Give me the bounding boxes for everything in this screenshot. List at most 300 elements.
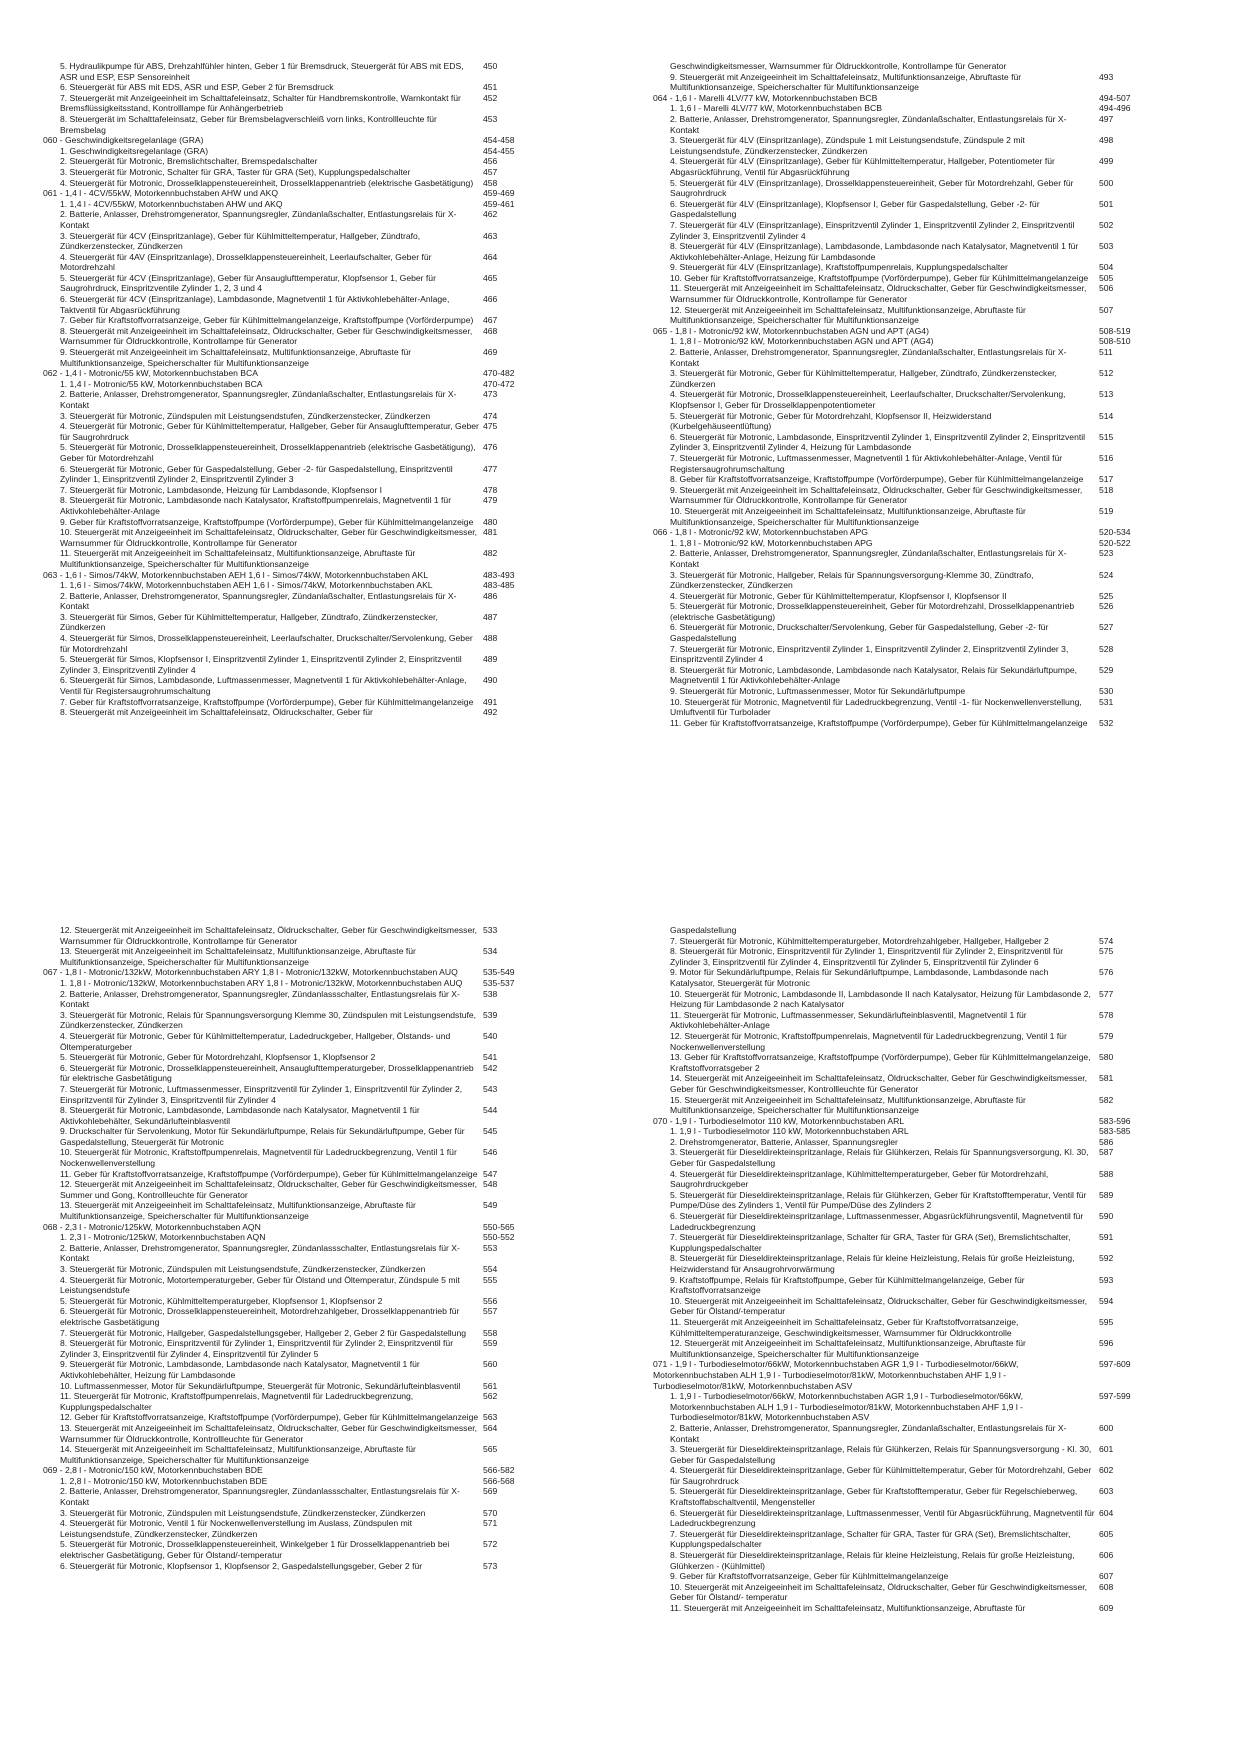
toc-entry bbox=[43, 379, 603, 390]
toc-entry-page: 605 bbox=[1099, 1528, 1114, 1539]
toc-entry-page: 558 bbox=[483, 1327, 498, 1338]
toc-entry bbox=[653, 570, 1213, 591]
toc-entry-title: 12. Steuergerät mit Anzeigeeinheit im Schalttafeleinsatz, Multifunktionsanzeige, Abruftaste für Multifunktionsanzeige, Speicherschalter für Multifunktionsanzeige bbox=[670, 304, 1026, 326]
toc-entry bbox=[653, 538, 1213, 549]
toc-entry-title: 8. Steuergerät für Motronic, Lambdasonde, Lambdasonde nach Katalysator, Magnetventil 1 für Aktivkohlebehälter, Sekundärlufteinblasventil bbox=[60, 1105, 420, 1126]
toc-entry bbox=[653, 697, 1213, 718]
toc-entry-title: 8. Steuergerät für Dieseldirekteinspritzanlage, Relais für kleine Heizleistung, Relais für große Heizleistung, Glühkerzen - (Kühlmittel) bbox=[670, 1550, 1075, 1571]
toc-entry-page: 515 bbox=[1099, 431, 1114, 442]
toc-entry-page: 577 bbox=[1099, 988, 1114, 999]
toc-entry-title: 5. Steuergerät für Motronic, Kühlmitteltemperaturgeber, Klopfsensor 1, Klopfsensor 2 bbox=[60, 1295, 383, 1306]
toc-entry bbox=[43, 93, 603, 114]
toc-entry-title: 12. Steuergerät mit Anzeigeeinheit im Schalttafeleinsatz, Multifunktionsanzeige, Abruftaste für Multifunktionsanzeige, Speicherschalter für Multifunktionsanzeige bbox=[670, 1338, 1026, 1359]
toc-entry-page: 550-552 bbox=[483, 1232, 515, 1243]
toc-entry-page: 572 bbox=[483, 1539, 498, 1550]
toc-section-entry bbox=[653, 1116, 1213, 1127]
toc-entry-page: 454-455 bbox=[483, 145, 515, 156]
toc-entry bbox=[43, 1444, 603, 1465]
toc-entry bbox=[653, 1391, 1213, 1423]
toc-entry bbox=[653, 1550, 1213, 1571]
toc-entry-title: 4. Steuergerät für Motronic, Geber für Kühlmitteltemperatur, Hallgeber, Geber für Ansauglufttemperatur, Geber für Saugrohrdruck bbox=[60, 421, 479, 442]
toc-entry-title: 12. Geber für Kraftstoffvorratsanzeige, Kraftstoffpumpe (Vorförderpumpe), Geber für Kühlmittelmangelanzeige bbox=[60, 1412, 479, 1423]
toc-entry-page: 545 bbox=[483, 1126, 498, 1137]
toc-section-entry bbox=[43, 188, 603, 199]
toc-entry bbox=[43, 1010, 603, 1031]
toc-entry bbox=[653, 305, 1213, 326]
toc-entry-title: 5. Steuergerät für Motronic, Geber für Motordrehzahl, Klopfsensor II, Heizwiderstand (Kurbelgehäuseentlüftung) bbox=[670, 410, 992, 432]
toc-entry-page: 573 bbox=[483, 1560, 498, 1571]
toc-section-entry bbox=[43, 570, 603, 581]
toc-entry bbox=[43, 1486, 603, 1507]
toc-entry bbox=[43, 697, 603, 708]
toc-entry-page: 504 bbox=[1099, 262, 1114, 273]
toc-entry bbox=[43, 1328, 603, 1339]
toc-entry-page: 562 bbox=[483, 1391, 498, 1402]
toc-entry bbox=[43, 1126, 603, 1147]
toc-entry-title: 1. 1,9 l - Turbodieselmotor/66kW, Motorkennbuchstaben AGR 1,9 l - Turbodieselmotor/66kW, Motorkennbuchstaben ALH 1,9 l - Turbodieselmotor/81kW, Motorkennbuchstaben AHF 1,9 l - Turbodieselmotor/81kW, Motorkennbuchstaben ASV bbox=[670, 1391, 1024, 1423]
toc-entry-title: 1. 2,3 l - Motronic/125kW, Motorkennbuchstaben AQN bbox=[60, 1232, 266, 1243]
toc-entry-page: 581 bbox=[1099, 1073, 1114, 1084]
toc-entry-title: 9. Steuergerät für Motronic, Luftmassenmesser, Motor für Sekundärluftpumpe bbox=[670, 686, 966, 697]
toc-entry-title: 12. Steuergerät mit Anzeigeeinheit im Schalttafeleinsatz, Öldruckschalter, Geber für Geschwindigkeitsmesser, Summer und Gong, Kontrollleuchte für Generator bbox=[60, 1179, 477, 1200]
toc-entry-page: 550-565 bbox=[483, 1221, 515, 1232]
toc-entry-title: 7. Steuergerät für Dieseldirekteinspritzanlage, Schalter für GRA, Taster für GRA (Set), Bremslichtschalter, Kupplungspedalschalter bbox=[670, 1528, 1071, 1550]
toc-entry bbox=[43, 252, 603, 273]
toc-entry-page: 542 bbox=[483, 1062, 498, 1073]
toc-entry-page: 514 bbox=[1099, 410, 1114, 421]
toc-entry bbox=[653, 1211, 1213, 1232]
toc-entry bbox=[653, 1317, 1213, 1338]
toc-entry-page: 590 bbox=[1099, 1211, 1114, 1222]
toc-entry bbox=[653, 936, 1213, 947]
toc-entry bbox=[653, 1465, 1213, 1486]
toc-entry-title: 5. Steuergerät für 4LV (Einspritzanlage), Drosselklappensteuereinheit, Geber für Motordrehzahl, Geber für Saugrohrdruck bbox=[670, 177, 1074, 199]
toc-entry bbox=[653, 1126, 1213, 1137]
toc-entry-page: 468 bbox=[483, 325, 498, 336]
toc-entry bbox=[43, 1232, 603, 1243]
toc-entry-title: 3. Steuergerät für Motronic, Zündspulen mit Leistungsendstufen, Zündkerzenstecker, Zündkerzen bbox=[60, 410, 431, 421]
toc-entry-title: 8. Steuergerät für Motronic, Lambdasonde nach Katalysator, Kraftstoffpumpenrelais, Magnetventil 1 für Aktivkohlebehälter-Anlage bbox=[60, 495, 452, 516]
toc-entry bbox=[653, 1095, 1213, 1116]
toc-entry-title: 1. 1,9 l - Turbodieselmotor 110 kW, Motorkennbuchstaben ARL bbox=[670, 1126, 909, 1137]
toc-entry bbox=[653, 1169, 1213, 1190]
toc-entry bbox=[653, 1603, 1213, 1614]
toc-entry-page: 500 bbox=[1099, 177, 1114, 188]
toc-entry-page: 483-485 bbox=[483, 580, 515, 591]
toc-entry-title: 4. Steuergerät für Simos, Drosselklappensteuereinheit, Leerlaufschalter, Druckschalter/Servolenkung, Geber für Motordrehzahl bbox=[60, 633, 473, 654]
toc-entry-title: Gaspedalstellung bbox=[670, 925, 737, 935]
toc-entry bbox=[43, 156, 603, 167]
toc-entry-title: 4. Steuergerät für Motronic, Ventil 1 für Nockenwellenverstellung im Auslass, Zündspulen mit Leistungsendstufe, Zündkerzenstecker, Zündkerzen bbox=[60, 1518, 413, 1539]
toc-entry-page: 493 bbox=[1099, 71, 1114, 82]
toc-entry-page: 505 bbox=[1099, 272, 1114, 283]
toc-entry bbox=[43, 1243, 603, 1264]
toc-entry-title: 2. Batterie, Anlasser, Drehstromgenerator, Spannungsregler, Zündanlaßschalter, Entlastungsrelais für X-Kontakt bbox=[670, 1422, 1067, 1444]
toc-entry-title: 5. Hydraulikpumpe für ABS, Drehzahlfühler hinten, Geber 1 für Bremsdruck, Steuergerät für ABS mit EDS, ASR und ESP, ESP Sensoreinheit bbox=[60, 61, 464, 82]
toc-entry-title: 7. Steuergerät für Motronic, Luftmassenmesser, Magnetventil 1 für Aktivkohlebehälter-Anlage, Ventil für Registersaugrohrumschaltung bbox=[670, 452, 1063, 474]
toc-entry bbox=[43, 675, 603, 696]
toc-entry-title: 070 - 1,9 l - Turbodieselmotor 110 kW, Motorkennbuchstaben ARL bbox=[653, 1115, 905, 1126]
toc-entry-title: 3. Steuergerät für Motronic, Schalter für GRA, Taster für GRA (Set), Kupplungspedalschalter bbox=[60, 166, 411, 177]
toc-entry-title: 6. Steuergerät für Motronic, Geber für Gaspedalstellung, Geber -2- für Gaspedalstellung, Einspritzventil Zylinder 1, Einspritzventil Zylinder 2, Einspritzventil Zylinder 3 bbox=[60, 463, 453, 485]
toc-entry bbox=[653, 644, 1213, 665]
toc-entry-title: 11. Geber für Kraftstoffvorratsanzeige, Kraftstoffpumpe (Vorförderpumpe), Geber für Kühlmittelmangelanzeige bbox=[670, 717, 1088, 728]
toc-entry bbox=[653, 946, 1213, 967]
toc-entry bbox=[43, 1105, 603, 1126]
toc-entry-title: 10. Geber für Kraftstoffvorratsanzeige, Kraftstoffpumpe (Vorförderpumpe), Geber für Kühlmittelmangelanzeige bbox=[670, 272, 1089, 283]
toc-entry-page: 557 bbox=[483, 1306, 498, 1317]
toc-entry-page: 564 bbox=[483, 1422, 498, 1433]
toc-entry-title: 7. Steuergerät für Motronic, Luftmassenmesser, Einspritzventil für Zylinder 1, Einspritzventil für Zylinder 2, Einspritzventil für Zylinder 3, Einspritzventil für Zylinder 4 bbox=[60, 1083, 463, 1105]
toc-entry bbox=[43, 707, 603, 718]
toc-entry-page: 532 bbox=[1099, 717, 1114, 728]
toc-entry bbox=[653, 72, 1213, 93]
toc-entry-page: 516 bbox=[1099, 452, 1114, 463]
toc-entry-title: 7. Steuergerät für 4LV (Einspritzanlage), Einspritzventil Zylinder 1, Einspritzventil Zylinder 2, Einspritzventil Zylinder 3, Einspritzventil Zylinder 4 bbox=[670, 219, 1075, 241]
toc-entry-title: 8. Steuergerät für 4LV (Einspritzanlage), Lambdasonde, Lambdasonde nach Katalysator, Magnetventil 1 für Aktivkohlebehälter-Anlage, Heizung für Lambdasonde bbox=[670, 241, 1079, 262]
toc-entry bbox=[653, 1232, 1213, 1253]
toc-entry-page: 503 bbox=[1099, 241, 1114, 252]
toc-entry bbox=[43, 231, 603, 252]
toc-entry bbox=[653, 1147, 1213, 1168]
toc-entry-page: 566-568 bbox=[483, 1475, 515, 1486]
toc-entry-page: 588 bbox=[1099, 1168, 1114, 1179]
toc-entry-page: 548 bbox=[483, 1179, 498, 1190]
toc-entry-title: 10. Steuergerät für Motronic, Magnetventil für Ladedruckbegrenzung, Ventil -1- für Nockenwellenverstellung, Umluftventil für Turbolader bbox=[670, 696, 1082, 718]
toc-entry-page: 519 bbox=[1099, 505, 1114, 516]
toc-entry bbox=[653, 1031, 1213, 1052]
toc-entry-page: 526 bbox=[1099, 601, 1114, 612]
toc-entry-page: 602 bbox=[1099, 1465, 1114, 1476]
toc-entry bbox=[43, 1423, 603, 1444]
toc-entry bbox=[653, 220, 1213, 241]
toc-entry bbox=[653, 336, 1213, 347]
toc-entry-title: 4. Steuergerät für Dieseldirekteinspritzanlage, Geber für Kühlmitteltemperatur, Geber für Motordrehzahl, Geber für Saugrohrdruck bbox=[670, 1465, 1092, 1486]
toc-entry-page: 474 bbox=[483, 410, 498, 421]
toc-entry bbox=[43, 273, 603, 294]
toc-entry-page: 593 bbox=[1099, 1274, 1114, 1285]
toc-entry-page: 470-482 bbox=[483, 368, 515, 379]
toc-entry-title: 3. Steuergerät für Dieseldirekteinspritzanlage, Relais für Glühkerzen, Relais für Spannungsversorgung - Kl. 30, Geber für Gaspedalstellung bbox=[670, 1444, 1092, 1465]
toc-entry-page: 458 bbox=[483, 177, 498, 188]
toc-entry bbox=[43, 654, 603, 675]
toc-entry-page: 546 bbox=[483, 1147, 498, 1158]
toc-entry-title: 10. Steuergerät für Motronic, Lambdasonde II, Lambdasonde II nach Katalysator, Heizung für Lambdasonde 2, Heizung für Lambdasonde 2 nach Katalysator bbox=[670, 988, 1091, 1010]
toc-entry-title: 071 - 1,9 l - Turbodieselmotor/66kW, Motorkennbuchstaben AGR 1,9 l - Turbodieselmotor/66kW, Motorkennbuchstaben ALH 1,9 l - Turbodieselmotor/81kW, Motorkennbuchstaben AHF 1,9 l - Turbodieselmotor/81kW, Motorkennbuchstaben ASV bbox=[653, 1359, 1019, 1391]
toc-entry-title: 1. 1,8 l - Motronic/92 kW, Motorkennbuchstaben APG bbox=[670, 537, 873, 548]
toc-entry-page: 456 bbox=[483, 156, 498, 167]
toc-entry-title: 1. Geschwindigkeitsregelanlage (GRA) bbox=[60, 145, 209, 156]
toc-entry-page: 549 bbox=[483, 1200, 498, 1211]
toc-entry-page: 603 bbox=[1099, 1486, 1114, 1497]
toc-entry-page: 544 bbox=[483, 1105, 498, 1116]
toc-entry-title: 10. Steuergerät mit Anzeigeeinheit im Schalttafeleinsatz, Öldruckschalter, Geber für Geschwindigkeitsmesser, Geber für Ölstand/- temperatur bbox=[670, 1581, 1087, 1603]
toc-entry-page: 589 bbox=[1099, 1189, 1114, 1200]
toc-entry-page: 476 bbox=[483, 442, 498, 453]
toc-entry-title: 8. Steuergerät für Motronic, Lambdasonde, Lambdasonde nach Katalysator, Relais für Sekundärluftpumpe, Magnetventil 1 für Aktivkohlebehälter-Anlage bbox=[670, 664, 1078, 686]
toc-entry-page: 512 bbox=[1099, 368, 1114, 379]
toc-entry bbox=[43, 347, 603, 368]
toc-entry-title: 068 - 2,3 l - Motronic/125kW, Motorkennbuchstaben AQN bbox=[43, 1221, 261, 1232]
toc-entry-title: 8. Geber für Kraftstoffvorratsanzeige, Kraftstoffpumpe (Vorförderpumpe), Geber für Kühlmittelmangelanzeige bbox=[670, 474, 1084, 485]
toc-entry bbox=[653, 368, 1213, 389]
toc-entry-title: 1. 2,8 l - Motronic/150 kW, Motorkennbuchstaben BDE bbox=[60, 1475, 268, 1486]
toc-entry-title: 7. Geber für Kraftstoffvorratsanzeige, Kraftstoffpumpe (Vorförderpumpe), Geber für Kühlmittelmangelanzeige bbox=[60, 696, 474, 707]
toc-entry-title: 12. Steuergerät für Motronic, Kraftstoffpumpenrelais, Magnetventil für Ladedruckbegrenzung, Ventil 1 für Nockenwellenverstellung bbox=[670, 1030, 1067, 1052]
toc-entry-page: 538 bbox=[483, 988, 498, 999]
toc-entry bbox=[43, 1179, 603, 1200]
toc-entry bbox=[43, 1381, 603, 1392]
toc-entry-title: 2. Batterie, Anlasser, Drehstromgenerator, Spannungsregler, Zündanlassschalter, Entlastungsrelais für X-Kontakt bbox=[60, 1242, 460, 1264]
toc-entry bbox=[43, 633, 603, 654]
toc-entry-page: 555 bbox=[483, 1274, 498, 1285]
toc-entry-page: 470-472 bbox=[483, 378, 515, 389]
toc-section-entry bbox=[653, 1359, 1213, 1391]
toc-entry-title: 064 - 1,6 l - Marelli 4LV/77 kW, Motorkennbuchstaben BCB bbox=[653, 92, 878, 103]
toc-entry-page: 466 bbox=[483, 294, 498, 305]
toc-entry-title: 13. Steuergerät mit Anzeigeeinheit im Schalttafeleinsatz, Multifunktionsanzeige, Abruftaste für Multifunktionsanzeige, Speicherschalter für Multifunktionsanzeige bbox=[60, 946, 416, 967]
toc-entry-page: 518 bbox=[1099, 484, 1114, 495]
toc-entry bbox=[653, 156, 1213, 177]
toc-entry-title: 5. Steuergerät für Simos, Klopfsensor I, Einspritzventil Zylinder 1, Einspritzventil Zylinder 2, Einspritzventil Zylinder 3, Einspritzventil Zylinder 4 bbox=[60, 654, 462, 675]
toc-entry bbox=[653, 1338, 1213, 1359]
toc-entry-page: 490 bbox=[483, 675, 498, 686]
toc-entry-page: 583-585 bbox=[1099, 1126, 1131, 1137]
toc-entry-title: 7. Steuergerät für Dieseldirekteinspritzanlage, Schalter für GRA, Taster für GRA (Set), Bremslichtschalter, Kupplungspedalschalter bbox=[670, 1232, 1071, 1253]
toc-entry-title: 069 - 2,8 l - Motronic/150 kW, Motorkennbuchstaben BDE bbox=[43, 1465, 263, 1476]
toc-entry-title: 6. Steuergerät für 4LV (Einspritzanlage), Klopfsensor I, Geber für Gaspedalstellung, Geber -2- für Gaspedalstellung bbox=[670, 198, 1040, 220]
toc-entry-page: 539 bbox=[483, 1009, 498, 1020]
toc-entry-title: 6. Steuergerät für Dieseldirekteinspritzanlage, Luftmassenmesser, Abgasrückführungsventil, Magnetventil für Ladedruckbegrenzung bbox=[670, 1211, 1084, 1232]
toc-entry bbox=[43, 178, 603, 189]
toc-entry-page: 508-510 bbox=[1099, 336, 1131, 347]
toc-entry-page: 499 bbox=[1099, 156, 1114, 167]
toc-entry-title: 1. 1,6 l - Simos/74kW, Motorkennbuchstaben AEH 1,6 l - Simos/74kW, Motorkennbuchstaben AKL bbox=[60, 580, 433, 591]
toc-entry bbox=[43, 591, 603, 612]
toc-entry-title: 4. Steuergerät für 4LV (Einspritzanlage), Geber für Kühlmitteltemperatur, Hallgeber, Potentiometer für Abgasrückführung, Ventil für Abgasrückführung bbox=[670, 156, 1055, 177]
toc-entry bbox=[43, 1296, 603, 1307]
toc-entry-title: 14. Steuergerät mit Anzeigeeinheit im Schalttafeleinsatz, Öldruckschalter, Geber für Geschwindigkeitsmesser, Geber für Geschwindigkeitsmesser, Kontrollleuchte für Generator bbox=[670, 1073, 1087, 1094]
toc-entry-title: 10. Luftmassenmesser, Motor für Sekundärluftpumpe, Steuergerät für Motronic, Sekundärlufteinblasventil bbox=[60, 1380, 461, 1391]
toc-entry-page: 580 bbox=[1099, 1052, 1114, 1063]
toc-entry-page: 563 bbox=[483, 1412, 498, 1423]
toc-entry bbox=[653, 114, 1213, 135]
toc-entry-title: 9. Kraftstoffpumpe, Relais für Kraftstoffpumpe, Geber für Kühlmittelmangelanzeige, Geber für Kraftstoffvorratsanzeige bbox=[670, 1274, 1025, 1296]
toc-entry-page: 576 bbox=[1099, 967, 1114, 978]
toc-column-bottom-left bbox=[43, 925, 603, 1715]
toc-entry-title: 6. Steuergerät für ABS mit EDS, ASR und ESP, Geber 2 für Bremsdruck bbox=[60, 82, 334, 93]
toc-entry-title: 5. Steuergerät für 4CV (Einspritzanlage), Geber für Ansauglufttemperatur, Klopfsensor 1, Geber für Saugrohrdruck, Einspritzventile Zylinder 1, 2, 3 und 4 bbox=[60, 272, 436, 294]
toc-entry-title: 6. Steuergerät für Dieseldirekteinspritzanlage, Luftmassenmesser, Ventil für Abgasrückführung, Magnetventil für Ladedruckbegrenzung bbox=[670, 1507, 1095, 1529]
toc-entry-page: 494-507 bbox=[1099, 92, 1131, 103]
toc-entry-page: 571 bbox=[483, 1518, 498, 1529]
toc-entry-title: 7. Steuergerät für Motronic, Einspritzventil Zylinder 1, Einspritzventil Zylinder 2, Einspritzventil Zylinder 3, Einspritzventil Zylinder 4 bbox=[670, 643, 1069, 665]
toc-entry bbox=[653, 135, 1213, 156]
toc-section-entry bbox=[43, 135, 603, 146]
toc-entry bbox=[653, 432, 1213, 453]
toc-entry-page: 479 bbox=[483, 495, 498, 506]
toc-entry bbox=[653, 485, 1213, 506]
toc-entry-title: 2. Batterie, Anlasser, Drehstromgenerator, Spannungsregler, Zündanlaßschalter, Entlastungsrelais für X-Kontakt bbox=[60, 389, 457, 410]
toc-entry bbox=[43, 1338, 603, 1359]
toc-entry-title: 11. Steuergerät für Motronic, Luftmassenmesser, Sekundärlufteinblasventil, Magnetventil 1 für Aktivkohlebehälter-Anlage bbox=[670, 1009, 1027, 1031]
toc-entry-page: 520-522 bbox=[1099, 537, 1131, 548]
toc-entry-page: 560 bbox=[483, 1359, 498, 1370]
toc-entry-title: 9. Motor für Sekundärluftpumpe, Relais für Sekundärluftpumpe, Lambdasonde, Lambdasonde nach Katalysator, Steuergerät für Motronic bbox=[670, 967, 1049, 988]
toc-entry-page: 554 bbox=[483, 1264, 498, 1274]
toc-entry-title: 11. Steuergerät mit Anzeigeeinheit im Schalttafeleinsatz, Geber für Kraftstoffvorratsanzeige, Kühlmitteltemperaturanzeige, Geschwindigkeitsmesser, Warnsummer für Öldruckkontrolle bbox=[670, 1316, 1019, 1338]
toc-entry-page: 608 bbox=[1099, 1581, 1114, 1592]
toc-entry-page: 535-549 bbox=[483, 967, 515, 978]
toc-entry-title: 3. Steuergerät für 4CV (Einspritzanlage), Geber für Kühlmitteltemperatur, Hallgeber, Zündtrafo, Zündkerzenstecker, Zündkerzen bbox=[60, 230, 421, 252]
toc-entry-title: 10. Steuergerät mit Anzeigeeinheit im Schalttafeleinsatz, Öldruckschalter, Geber für Geschwindigkeitsmesser, Geber für Ölstand/-temperatur bbox=[670, 1295, 1087, 1317]
toc-entry-page: 601 bbox=[1099, 1444, 1114, 1455]
toc-entry-page: 459-461 bbox=[483, 198, 515, 209]
toc-entry-page: 595 bbox=[1099, 1316, 1114, 1327]
toc-entry bbox=[43, 1518, 603, 1539]
toc-entry-page: 594 bbox=[1099, 1295, 1114, 1306]
toc-entry-page: 574 bbox=[1099, 935, 1114, 946]
toc-entry-page: 450 bbox=[483, 61, 498, 71]
toc-entry bbox=[653, 453, 1213, 474]
toc-entry bbox=[43, 485, 603, 496]
toc-entry-page: 491 bbox=[483, 696, 498, 707]
toc-entry-page: 587 bbox=[1099, 1147, 1114, 1158]
toc-entry-page: 586 bbox=[1099, 1136, 1114, 1147]
toc-entry-page: 524 bbox=[1099, 569, 1114, 580]
toc-entry-title: 10. Steuergerät mit Anzeigeeinheit im Schalttafeleinsatz, Öldruckschalter, Geber für Geschwindigkeitsmesser, Warnsummer für Öldruckkontrolle, Kontrollampe für Generator bbox=[60, 527, 477, 548]
toc-column-top-right bbox=[653, 61, 1213, 829]
toc-entry-title: 4. Steuergerät für Motronic, Drosselklappensteuereinheit, Drosselklappenantrieb (elektrische Gasbetätigung) bbox=[60, 177, 474, 188]
toc-entry bbox=[43, 167, 603, 178]
toc-entry bbox=[653, 591, 1213, 602]
toc-entry-page: 553 bbox=[483, 1242, 498, 1253]
toc-entry bbox=[653, 1444, 1213, 1465]
toc-section-entry bbox=[43, 1222, 603, 1233]
toc-entry bbox=[653, 686, 1213, 697]
toc-entry-title: 1. 1,4 l - 4CV/55kW, Motorkennbuchstaben AHW und AKQ bbox=[60, 198, 283, 209]
toc-entry bbox=[653, 1423, 1213, 1444]
toc-entry-page: 517 bbox=[1099, 474, 1114, 485]
toc-entry-page: 561 bbox=[483, 1380, 498, 1391]
toc-entry-page: 569 bbox=[483, 1486, 498, 1497]
toc-entry-title: 5. Steuergerät für Motronic, Drosselklappensteuereinheit, Drosselklappenantrieb (elektrische Gasbetätigung), Geber für Motordrehzahl bbox=[60, 442, 476, 463]
toc-entry-page: 559 bbox=[483, 1338, 498, 1349]
toc-entry-page: 592 bbox=[1099, 1253, 1114, 1264]
toc-entry-page: 606 bbox=[1099, 1550, 1114, 1561]
toc-entry-title: 7. Steuergerät mit Anzeigeeinheit im Schalttafeleinsatz, Schalter für Handbremskontrolle, Warnkontakt für Bremsflüssigkeitsstand, Kontrolllampe für Anhängerbetrieb bbox=[60, 92, 461, 114]
toc-column-top-left bbox=[43, 61, 603, 829]
toc-entry-title: 067 - 1,8 l - Motronic/132kW, Motorkennbuchstaben ARY 1,8 l - Motronic/132kW, Motorkennbuchstaben AUQ bbox=[43, 967, 458, 978]
toc-entry-page: 535-537 bbox=[483, 977, 515, 988]
toc-entry bbox=[653, 283, 1213, 304]
toc-entry-page: 566-582 bbox=[483, 1465, 515, 1476]
toc-entry-page: 543 bbox=[483, 1083, 498, 1094]
toc-entry-title: 8. Steuergerät für Dieseldirekteinspritzanlage, Relais für kleine Heizleistung, Relais für große Heizleistung, Heizwiderstand für Ansaugrohrvorwärmung bbox=[670, 1253, 1075, 1274]
toc-entry-title: 7. Steuergerät für Motronic, Kühlmitteltemperaturgeber, Motordrehzahlgeber, Hallgeber, Hallgeber 2 bbox=[670, 935, 1049, 946]
toc-entry bbox=[43, 146, 603, 157]
toc-entry-title: 1. 1,8 l - Motronic/92 kW, Motorkennbuchstaben AGN und APT (AG4) bbox=[670, 336, 934, 347]
toc-entry bbox=[43, 495, 603, 516]
toc-entry bbox=[43, 946, 603, 967]
toc-entry bbox=[43, 517, 603, 528]
toc-entry-title: 7. Steuergerät für Motronic, Lambdasonde, Heizung für Lambdasonde, Klopfsensor I bbox=[60, 484, 382, 495]
toc-entry bbox=[653, 61, 1213, 72]
toc-entry-page: 579 bbox=[1099, 1030, 1114, 1041]
toc-entry bbox=[43, 1063, 603, 1084]
toc-entry-title: 10. Steuergerät mit Anzeigeeinheit im Schalttafeleinsatz, Multifunktionsanzeige, Abruftaste für Multifunktionsanzeige, Speicherschalter für Multifunktionsanzeige bbox=[670, 505, 1026, 527]
toc-entry bbox=[43, 1052, 603, 1063]
toc-entry-page: 464 bbox=[483, 251, 498, 262]
toc-entry-title: 6. Steuergerät für Motronic, Druckschalter/Servolenkung, Geber für Gaspedalstellung, Geber -2- für Gaspedalstellung bbox=[670, 622, 1049, 644]
toc-entry-title: 6. Steuergerät für Motronic, Klopfsensor 1, Klopfsensor 2, Gaspedalstellungsgeber, Geber 2 für bbox=[60, 1560, 423, 1571]
toc-entry-page: 565 bbox=[483, 1444, 498, 1455]
toc-entry-page: 597-609 bbox=[1099, 1359, 1131, 1370]
toc-entry bbox=[653, 989, 1213, 1010]
toc-entry-page: 469 bbox=[483, 347, 498, 358]
toc-entry bbox=[43, 527, 603, 548]
toc-entry bbox=[43, 61, 603, 82]
toc-entry-title: 9. Steuergerät für 4LV (Einspritzanlage), Kraftstoffpumpenrelais, Kupplungspedalschalter bbox=[670, 262, 1008, 273]
toc-entry bbox=[653, 1010, 1213, 1031]
toc-entry bbox=[43, 1306, 603, 1327]
toc-entry-page: 454-458 bbox=[483, 135, 515, 146]
toc-entry-page: 523 bbox=[1099, 548, 1114, 559]
toc-entry bbox=[653, 1137, 1213, 1148]
toc-entry-title: 13. Steuergerät mit Anzeigeeinheit im Schalttafeleinsatz, Öldruckschalter, Geber für Geschwindigkeitsmesser, Warnsummer für Öldruckkontrolle, Kontrollleuchte für Generator bbox=[60, 1422, 477, 1444]
toc-entry bbox=[43, 612, 603, 633]
toc-entry-title: 060 - Geschwindigkeitsregelanlage (GRA) bbox=[43, 135, 204, 146]
toc-entry-title: 2. Batterie, Anlasser, Drehstromgenerator, Spannungsregler, Zündanlaßschalter, Entlastungsrelais für X-Kontakt bbox=[670, 347, 1067, 368]
toc-entry bbox=[43, 978, 603, 989]
toc-entry bbox=[653, 1253, 1213, 1274]
toc-entry bbox=[43, 1200, 603, 1221]
toc-entry bbox=[653, 1190, 1213, 1211]
toc-entry-page: 507 bbox=[1099, 304, 1114, 315]
toc-entry-title: 9. Steuergerät mit Anzeigeeinheit im Schalttafeleinsatz, Öldruckschalter, Geber für Geschwindigkeitsmesser, Warnsummer für Öldruckkontrolle, Kontrollampe für Generator bbox=[670, 484, 1083, 506]
toc-entry-title: 10. Steuergerät für Motronic, Kraftstoffpumpenrelais, Magnetventil für Ladedruckbegrenzung, Ventil 1 für Nockenwellenverstellung bbox=[60, 1147, 457, 1169]
toc-entry-title: 9. Steuergerät mit Anzeigeeinheit im Schalttafeleinsatz, Multifunktionsanzeige, Abruftaste für Multifunktionsanzeige, Speicherschalter für Multifunktionsanzeige bbox=[670, 71, 1022, 93]
toc-entry bbox=[653, 474, 1213, 485]
toc-entry bbox=[43, 209, 603, 230]
toc-entry-title: 5. Steuergerät für Dieseldirekteinspritzanlage, Relais für Glühkerzen, Geber für Kraftstofftemperatur, Ventil für Pumpe/Düse des Zylinders 1, Ventil für Pumpe/Düse des Zylinders 2 bbox=[670, 1189, 1087, 1211]
toc-entry-page: 578 bbox=[1099, 1009, 1114, 1020]
toc-entry-title: 2. Batterie, Anlasser, Drehstromgenerator, Spannungsregler, Zündanlaßschalter, Entlastungsrelais für X-Kontakt bbox=[670, 548, 1067, 569]
toc-entry-title: 9. Steuergerät mit Anzeigeeinheit im Schalttafeleinsatz, Multifunktionsanzeige, Abruftaste für Multifunktionsanzeige, Speicherschalter für Multifunktionsanzeige bbox=[60, 347, 412, 368]
toc-entry bbox=[43, 1476, 603, 1487]
toc-entry-title: 3. Steuergerät für Dieseldirekteinspritzanlage, Relais für Glühkerzen, Relais für Spannungsversorgung, Kl. 30, Geber für Gaspedalstellung bbox=[670, 1147, 1089, 1169]
toc-section-entry bbox=[43, 368, 603, 379]
toc-entry bbox=[653, 622, 1213, 643]
toc-entry-title: 2. Batterie, Anlasser, Drehstromgenerator, Spannungsregler, Zündanlassschalter, Entlastungsrelais für X-Kontakt bbox=[60, 1486, 460, 1508]
toc-entry-page: 481 bbox=[483, 527, 498, 538]
toc-entry-title: 8. Steuergerät für Motronic, Einspritzventil für Zylinder 1, Einspritzventil für Zylinder 2, Einspritzventil für Zylinder 3, Einspritzventil für Zylinder 4, Einspritzventil für Zylinder 5 bbox=[60, 1338, 454, 1359]
toc-entry-title: 065 - 1,8 l - Motronic/92 kW, Motorkennbuchstaben AGN und APT (AG4) bbox=[653, 325, 929, 336]
toc-entry bbox=[653, 665, 1213, 686]
toc-entry bbox=[653, 241, 1213, 262]
toc-entry bbox=[653, 718, 1213, 729]
toc-entry-page: 501 bbox=[1099, 198, 1114, 209]
toc-entry-title: 2. Batterie, Anlasser, Drehstromgenerator, Spannungsregler, Zündanlassschalter, Entlastungsrelais für X-Kontakt bbox=[60, 988, 460, 1010]
toc-entry-title: Geschwindigkeitsmesser, Warnsummer für Öldruckkontrolle, Kontrollampe für Generator bbox=[670, 61, 1007, 71]
toc-entry-page: 488 bbox=[483, 633, 498, 644]
toc-entry bbox=[43, 411, 603, 422]
toc-column-bottom-right bbox=[653, 925, 1213, 1715]
toc-entry bbox=[43, 1359, 603, 1380]
toc-entry-page: 462 bbox=[483, 209, 498, 220]
toc-entry-title: 9. Geber für Kraftstoffvorratsanzeige, Kraftstoffpumpe (Vorförderpumpe), Geber für Kühlmittelmangelanzeige bbox=[60, 516, 474, 527]
toc-entry-title: 15. Steuergerät mit Anzeigeeinheit im Schalttafeleinsatz, Multifunktionsanzeige, Abruftaste für Multifunktionsanzeige, Speicherschalter für Multifunktionsanzeige bbox=[670, 1094, 1026, 1116]
